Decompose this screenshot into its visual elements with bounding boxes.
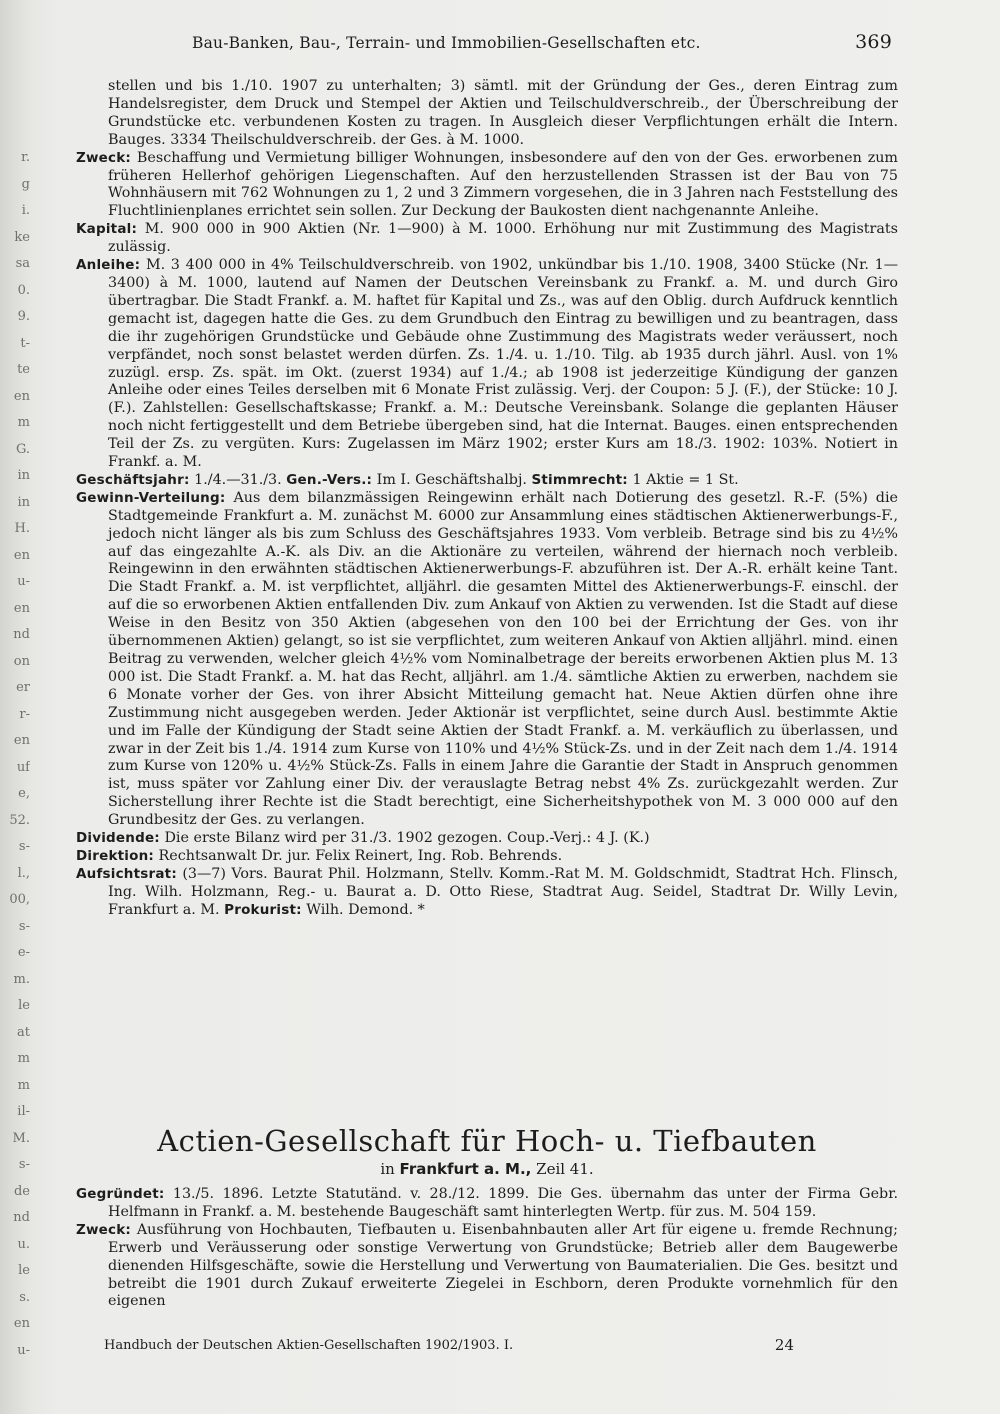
- margin-fragment: in: [17, 494, 30, 510]
- margin-fragment: m: [17, 415, 30, 430]
- margin-fragment: 0.: [17, 282, 30, 298]
- margin-fragment: in: [17, 468, 30, 483]
- margin-fragment: i.: [21, 203, 30, 218]
- margin-fragment: uf: [16, 759, 30, 775]
- section-gegruendet: Gegründet: 13./5. 1896. Letzte Statutänd. v. 28./12. 1899. Die Ges. übernahm das unter der Firma Gebr. Helfmann in Frankf. a. M. bestehende Baugeschäft samt hinterlegten Wertp. für zus. M. 504 159.: [76, 1186, 898, 1220]
- margin-fragment: on: [13, 653, 30, 669]
- margin-fragment: m: [17, 1077, 30, 1093]
- section-direktion: Direktion: Rechtsanwalt Dr. jur. Felix Reinert, Ing. Rob. Behrends.: [76, 847, 563, 864]
- margin-fragment: e-: [17, 945, 30, 960]
- margin-fragment: en: [13, 547, 30, 563]
- margin-fragment: sa: [15, 256, 30, 271]
- section-gewinn-verteilung: Gewinn-Verteilung: Aus dem bilanzmässigen Reingewinn erhält nach Dotierung des gesetzl. R.-F. (5%) die Stadtgemeinde Frankfurt a. M. zunächst M. 6000 zur Ansammlung eines städtischen Aktienerwerbungs-F., jedoch nicht länger als bis zum Schluss des Geschäftsjahres 1933. Vom verbleib. Betrage sind bis zu 4½% auf das eingezahlte A.-K. als Div. an die Aktionäre zu verteilen, während der hiernach noch verbleib. Reingewinn in den erwähnten städtischen Aktienerwerbungs-F. abzuführen ist. Der A.-R. erhält keine Tant. Die Stadt Frankf. a. M. ist verpflichtet, alljährl. die gesamten Mittel des Aktienerwerbungs-F. einschl. der auf die so erworbenen Aktien entfallenden Div. zum Ankauf von Aktien zu verwenden. Ist die Stadt auf diese Weise in den Besitz von 350 Aktien (abgesehen von den 100 bei der Errichtung der Ges. von ihr übernommenen Aktien) gelangt, so ist sie verpflichtet, zum weiteren Ankauf von Aktien alljährl. mind. einen Beitrag zu verwenden, welcher gleich 4½% vom Nominalbetrage der bereits erworbenen Aktien plus M. 13 000 ist. Die Stadt Frankf. a. M. hat das Recht, alljährl. am 1./4. sämtliche Aktien zu erwerben, nachdem sie 6 Monate vorher der Ges. von ihrer Absicht Mitteilung gemacht hat. Neue Aktien dürfen ohne ihre Zustimmung nicht ausgegeben werden. Jeder Aktionär ist verpflichtet, seine durch Ausl. bestimmte Aktie und im Falle der Kündigung der Stadt seine Aktien der Stadt Frankf. a. M. verkäuflich zu überlassen, und zwar in der Zeit bis 1./4. 1914 zum Kurse von 110% und 4½% Stück-Zs. und in der Zeit nach dem 1./4. 1914 zum Kurse von 120% u. 4½% Stück-Zs. Falls in einem Jahre die Garantie der Stadt in Anspruch genommen ist, muss später vor Zahlung einer Div. der verauslagte Betrag nebst 4% Zs. zurückgezahlt werden. Zur Sicherstellung ihrer Rechte ist die Stadt berechtigt, eine Sicherheitshypothek von M. 3 000 000 auf den Grundbesitz der Ges. zu verlangen.: [76, 489, 898, 829]
- margin-fragment: ke: [14, 229, 30, 245]
- margin-fragment: r-: [19, 706, 30, 722]
- margin-fragment: nd: [13, 627, 30, 642]
- margin-fragment: t-: [20, 335, 30, 351]
- margin-fragment: H.: [14, 521, 30, 536]
- margin-fragment: 9.: [17, 309, 30, 324]
- margin-fragment: m: [17, 1051, 30, 1066]
- margin-fragment: u-: [17, 574, 30, 589]
- company-heading: Actien-Gesellschaft für Hoch- u. Tiefbauten: [157, 1124, 817, 1158]
- section-kapital: Kapital: M. 900 000 in 900 Aktien (Nr. 1—900) à M. 1000. Erhöhung nur mit Zustimmung des Magistrats zulässig.: [76, 221, 898, 256]
- running-title: Bau-Banken, Bau-, Terrain- und Immobilien-Gesellschaften etc.: [192, 34, 701, 52]
- margin-fragment: le: [18, 998, 30, 1013]
- continuation-paragraph: stellen und bis 1./10. 1907 zu unterhalten; 3) sämtl. mit der Gründung der Ges., deren Eintrag zum Handelsregister, dem Druck und Stempel der Aktien und Teilschuldverschreib., der Überschreibung der Grundstücke etc. verbundenen Kosten zu tragen. In Ausgleich dieser Verpflichtungen erhält die Intern. Bauges. 3334 Theilschuldverschreib. der Ges. à M. 1000.: [108, 78, 898, 148]
- footer-signature-number: 24: [774, 1336, 794, 1354]
- margin-fragment: s.: [19, 1289, 30, 1305]
- previous-page-margin-fragments: [0, 0, 30, 1414]
- footer-source: Handbuch der Deutschen Aktien-Gesellschaften 1902/1903. I.: [104, 1338, 514, 1353]
- page-number: 369: [855, 31, 892, 53]
- section-dividende: Dividende: Die erste Bilanz wird per 31./3. 1902 gezogen. Coup.-Verj.: 4 J. (K.): [76, 830, 650, 847]
- margin-fragment: le: [18, 1263, 30, 1278]
- margin-fragment: 00,: [9, 892, 30, 907]
- margin-fragment: at: [17, 1024, 30, 1040]
- margin-fragment: er: [16, 680, 30, 695]
- main-body-text: [76, 78, 898, 920]
- company-location: in Frankfurt a. M., Zeil 41.: [380, 1160, 594, 1178]
- margin-fragment: u-: [17, 1342, 30, 1358]
- margin-fragment: u.: [17, 1236, 30, 1252]
- margin-fragment: nd: [13, 1210, 30, 1225]
- section-geschaeftsjahr: Geschäftsjahr: 1./4.—31./3. Gen.-Vers.: Im I. Geschäftshalbj. Stimmrecht: 1 Aktie = 1 St.: [76, 471, 739, 488]
- margin-fragment: 52.: [9, 812, 30, 828]
- company-city: Frankfurt a. M.,: [399, 1160, 532, 1178]
- margin-fragment: en: [13, 1316, 30, 1331]
- margin-fragment: de: [13, 1183, 30, 1199]
- margin-fragment: m.: [13, 971, 30, 987]
- margin-fragment: r.: [21, 150, 30, 165]
- margin-fragment: s-: [18, 1157, 30, 1172]
- margin-fragment: l.,: [17, 865, 30, 881]
- running-header: [192, 31, 892, 54]
- margin-fragment: g: [21, 176, 30, 192]
- section-zweck: Zweck: Beschaffung und Vermietung billiger Wohnungen, insbesondere auf den von der Ges. erworbenen zum früheren Hellerhof gehörigen Liegenschaften. Auf den herzustellenden Strassen ist der Bau von 75 Wohnhäusern mit 762 Wohnungen zu 1, 2 und 3 Zimmern vorgesehen, die in 3 Jahren nach Feststellung des Fluchtlinienplanes errichtet sein sollen. Zur Deckung der Baukosten dient nachgenannte Anleihe.: [76, 149, 898, 220]
- margin-fragment: en: [13, 733, 30, 748]
- margin-fragment: en: [13, 388, 30, 404]
- margin-fragment: M.: [12, 1130, 30, 1146]
- margin-fragment: il-: [17, 1104, 30, 1119]
- margin-fragment: s-: [18, 839, 30, 854]
- margin-fragment: s-: [18, 918, 30, 934]
- section-anleihe: Anleihe: M. 3 400 000 in 4% Teilschuldverschreib. von 1902, unkündbar bis 1./10. 1908, 3400 Stücke (Nr. 1—3400) à M. 1000, lautend auf Namen der Deutschen Vereinsbank zu Frankf. a. M. und durch Giro übertragbar. Die Stadt Frankf. a. M. haftet für Kapital und Zs., was auf den Oblig. durch Aufdruck kenntlich gemacht ist, dagegen hatte die Ges. zu dem Grundbuch den Eintrag zu bewilligen und zu beantragen, dass die ihr zugehörigen Grundstücke und Gebäude ohne Zustimmung des Magistrats weder veräussert, noch verpfändet, noch sonst belastet werden dürfen. Zs. 1./4. u. 1./10. Tilg. ab 1935 durch jährl. Ausl. von 1% zuzügl. ersp. Zs. spät. im Okt. (zuerst 1934) auf 1./4.; ab 1908 ist jederzeitige Kündigung der ganzen Anleihe oder eines Teiles derselben mit 6 Monate Frist zulässig. Verj. der Coupon: 5 J. (F.), der Stücke: 10 J. (F.). Zahlstellen: Gesellschaftskasse; Frankf. a. M.: Deutsche Vereinsbank. Solange die geplanten Häuser noch nicht fertiggestellt und dem Betriebe übergeben sind, hat die Internat. Bauges. einen entsprechenden Teil der Zs. zu vergüten. Kurs: Zugelassen im März 1902; erster Kurs am 18./3. 1902: 103%. Notiert in Frankf. a. M.: [76, 257, 898, 471]
- section-aufsichtsrat: Aufsichtsrat: (3—7) Vors. Baurat Phil. Holzmann, Stellv. Komm.-Rat M. M. Goldschmidt, Stadtrat Hch. Flinsch, Ing. Wilh. Holzmann, Reg.- u. Baurat a. D. Otto Riese, Stadtrat Aug. Seidel, Stadtrat Dr. Willy Levin, Frankfurt a. M. Prokurist: Wilh. Demond. *: [76, 865, 898, 918]
- margin-fragment: te: [17, 362, 30, 377]
- company-body-text: [76, 1186, 898, 1311]
- margin-fragment: G.: [15, 441, 30, 457]
- section-zweck-2: Zweck: Ausführung von Hochbauten, Tiefbauten u. Eisenbahnbauten aller Art für eigene u. fremde Rechnung; Erwerb und Veräusserung oder sonstige Verwertung von Grundstücke; Betrieb aller dem Baugewerbe dienenden Hilfsgeschäfte, sowie die Herstellung und Verwertung von Baumaterialien. Die Ges. besitzt und betreibt die 1901 durch Zukauf erweiterte Ziegelei in Eschborn, deren Produkte vornehmlich für den eigenen: [76, 1221, 898, 1310]
- margin-fragment: en: [13, 600, 30, 616]
- margin-fragment: e,: [18, 786, 30, 801]
